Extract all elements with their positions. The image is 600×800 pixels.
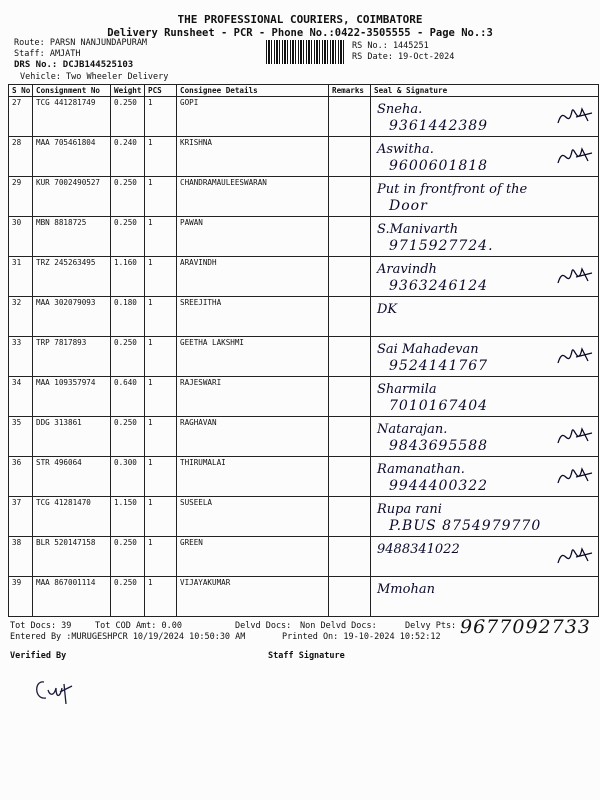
cell-weight: 0.250 <box>111 417 145 457</box>
cell-consignment: DDG 313861 <box>33 417 111 457</box>
cell-remarks <box>329 137 371 177</box>
cell-consignee: SUSEELA <box>177 497 329 537</box>
drs-label: DRS No.: <box>14 60 58 70</box>
verifier-signature-icon <box>30 670 90 704</box>
cell-signature <box>371 217 599 257</box>
handwritten-name: Sharmila <box>377 382 437 397</box>
vehicle: Vehicle: Two Wheeler Delivery <box>20 72 169 82</box>
cell-pcs: 1 <box>145 417 177 457</box>
handwritten-phone: 9843695588 <box>389 438 489 454</box>
handwritten-name: S.Manivarth <box>377 222 459 237</box>
cell-consignment: KUR 7002490527 <box>33 177 111 217</box>
table-row <box>9 217 599 257</box>
cell-weight: 0.250 <box>111 577 145 617</box>
cell-consignment: MBN 8818725 <box>33 217 111 257</box>
cell-consignment: TRP 7817893 <box>33 337 111 377</box>
cell-consignee: GOPI <box>177 97 329 137</box>
handwritten-name: Rupa rani <box>377 502 442 517</box>
company-title: THE PROFESSIONAL COURIERS, COIMBATORE <box>177 13 423 26</box>
table-row <box>9 417 599 457</box>
cell-weight: 1.150 <box>111 497 145 537</box>
barcode <box>266 40 344 64</box>
cell-pcs: 1 <box>145 217 177 257</box>
handwritten-phone: P.BUS 8754979770 <box>389 518 542 534</box>
handwritten-phone: 9363246124 <box>389 278 489 294</box>
cell-sno: 39 <box>9 577 33 617</box>
rs-number: RS No.: 1445251 <box>352 41 429 51</box>
route: Route: PARSN NANJUNDAPURAM <box>14 38 148 48</box>
non-delvd-docs: Non Delvd Docs: <box>300 621 377 631</box>
cell-remarks <box>329 537 371 577</box>
cell-remarks <box>329 497 371 537</box>
tot-cod: Tot COD Amt: 0.00 <box>95 621 182 631</box>
cell-consignee: PAWAN <box>177 217 329 257</box>
drs-number <box>14 60 133 70</box>
staff: Staff: AMJATH <box>14 49 81 59</box>
cell-sno: 32 <box>9 297 33 337</box>
table-row <box>9 377 599 417</box>
cell-sno: 36 <box>9 457 33 497</box>
cell-consignment: MAA 867001114 <box>33 577 111 617</box>
handwritten-name: Mmohan <box>377 582 435 597</box>
cell-remarks <box>329 97 371 137</box>
entered-by: Entered By :MURUGESHPCR 10/19/2024 10:50:30 AM <box>10 632 246 642</box>
cell-consignee: KRISHNA <box>177 137 329 177</box>
cell-weight: 1.160 <box>111 257 145 297</box>
cell-consignment: TCG 441281749 <box>33 97 111 137</box>
tot-docs: Tot Docs: 39 <box>10 621 72 631</box>
cell-signature <box>371 297 599 337</box>
cell-pcs: 1 <box>145 537 177 577</box>
runsheet-table <box>8 84 599 617</box>
cell-signature <box>371 97 599 137</box>
cell-pcs: 1 <box>145 137 177 177</box>
cell-remarks <box>329 257 371 297</box>
cell-signature <box>371 257 599 297</box>
cell-consignee: RAJESWARI <box>177 377 329 417</box>
handwritten-name: Aravindh <box>377 262 437 277</box>
handwritten-phone: 9524141767 <box>389 358 489 374</box>
signature-scribble-icon <box>554 341 594 369</box>
delvy-pts-handwritten: 9677092733 <box>460 616 591 638</box>
cell-remarks <box>329 377 371 417</box>
cell-weight: 0.300 <box>111 457 145 497</box>
signature-scribble-icon <box>554 461 594 489</box>
handwritten-name: Sai Mahadevan <box>377 342 479 357</box>
cell-sno: 34 <box>9 377 33 417</box>
cell-pcs: 1 <box>145 337 177 377</box>
cell-consignment: BLR 520147158 <box>33 537 111 577</box>
printed-on: Printed On: 19-10-2024 10:52:12 <box>282 632 441 642</box>
cell-consignment: STR 496064 <box>33 457 111 497</box>
staff-signature: Staff Signature <box>268 651 345 661</box>
handwritten-name: DK <box>377 302 398 317</box>
cell-sno: 29 <box>9 177 33 217</box>
cell-sno: 28 <box>9 137 33 177</box>
signature-scribble-icon <box>554 261 594 289</box>
signature-scribble-icon <box>554 541 594 569</box>
cell-remarks <box>329 297 371 337</box>
col-pcs: PCS <box>145 85 177 97</box>
cell-signature <box>371 497 599 537</box>
cell-weight: 0.250 <box>111 337 145 377</box>
cell-pcs: 1 <box>145 257 177 297</box>
signature-scribble-icon <box>554 421 594 449</box>
col-remarks: Remarks <box>329 85 371 97</box>
handwritten-name: Natarajan. <box>377 422 448 437</box>
table-row <box>9 457 599 497</box>
cell-pcs: 1 <box>145 177 177 217</box>
table-row <box>9 177 599 217</box>
cell-consignee: CHANDRAMAULEESWARAN <box>177 177 329 217</box>
cell-sno: 37 <box>9 497 33 537</box>
col-consignment: Consignment No <box>33 85 111 97</box>
cell-consignment: TRZ 245263495 <box>33 257 111 297</box>
cell-signature <box>371 537 599 577</box>
cell-signature <box>371 177 599 217</box>
cell-signature <box>371 577 599 617</box>
cell-sno: 38 <box>9 537 33 577</box>
cell-remarks <box>329 177 371 217</box>
cell-consignee: SREEJITHA <box>177 297 329 337</box>
handwritten-name: Sneha. <box>377 102 423 117</box>
cell-consignment: MAA 109357974 <box>33 377 111 417</box>
cell-weight: 0.250 <box>111 537 145 577</box>
cell-remarks <box>329 457 371 497</box>
table-header-row <box>9 85 599 97</box>
cell-consignment: TCG 41281470 <box>33 497 111 537</box>
delvd-docs: Delvd Docs: <box>235 621 292 631</box>
table-row <box>9 497 599 537</box>
table-row <box>9 97 599 137</box>
cell-sno: 31 <box>9 257 33 297</box>
handwritten-name: Ramanathan. <box>377 462 465 477</box>
cell-signature <box>371 457 599 497</box>
table-row <box>9 297 599 337</box>
runsheet-subtitle: Delivery Runsheet - PCR - Phone No.:0422-3505555 - Page No.:3 <box>107 27 493 39</box>
cell-weight: 0.640 <box>111 377 145 417</box>
handwritten-phone: 9944400322 <box>389 478 489 494</box>
cell-pcs: 1 <box>145 377 177 417</box>
cell-remarks <box>329 417 371 457</box>
cell-sno: 33 <box>9 337 33 377</box>
cell-sno: 35 <box>9 417 33 457</box>
cell-sno: 30 <box>9 217 33 257</box>
cell-signature <box>371 337 599 377</box>
handwritten-phone: 9715927724. <box>389 238 494 254</box>
cell-consignment: MAA 705461804 <box>33 137 111 177</box>
cell-consignee: RAGHAVAN <box>177 417 329 457</box>
cell-weight: 0.180 <box>111 297 145 337</box>
col-signature: Seal & Signature <box>371 85 599 97</box>
table-row <box>9 337 599 377</box>
signature-scribble-icon <box>554 101 594 129</box>
col-sno: S No <box>9 85 33 97</box>
cell-consignee: ARAVINDH <box>177 257 329 297</box>
table-row <box>9 537 599 577</box>
cell-signature <box>371 417 599 457</box>
col-consignee: Consignee Details <box>177 85 329 97</box>
cell-remarks <box>329 577 371 617</box>
cell-consignee: GEETHA LAKSHMI <box>177 337 329 377</box>
cell-pcs: 1 <box>145 97 177 137</box>
table-row <box>9 137 599 177</box>
cell-consignee: THIRUMALAI <box>177 457 329 497</box>
delvy-pts: Delvy Pts: <box>405 621 457 631</box>
cell-signature <box>371 137 599 177</box>
drs-value: DCJB144525103 <box>62 60 134 70</box>
cell-consignee: VIJAYAKUMAR <box>177 577 329 617</box>
cell-pcs: 1 <box>145 457 177 497</box>
handwritten-phone: 7010167404 <box>389 398 489 414</box>
cell-weight: 0.250 <box>111 97 145 137</box>
cell-pcs: 1 <box>145 497 177 537</box>
table-row <box>9 257 599 297</box>
verified-by: Verified By <box>10 651 67 661</box>
cell-remarks <box>329 337 371 377</box>
cell-remarks <box>329 217 371 257</box>
handwritten-phone: 9361442389 <box>389 118 489 134</box>
rs-date: RS Date: 19-Oct-2024 <box>352 52 455 62</box>
handwritten-phone: Door <box>389 198 428 214</box>
cell-signature <box>371 377 599 417</box>
handwritten-name: Aswitha. <box>377 142 434 157</box>
col-weight: Weight <box>111 85 145 97</box>
cell-pcs: 1 <box>145 577 177 617</box>
cell-weight: 0.240 <box>111 137 145 177</box>
handwritten-name: Put in frontfront of the <box>377 182 528 197</box>
handwritten-name: 9488341022 <box>377 542 460 557</box>
cell-weight: 0.250 <box>111 177 145 217</box>
cell-consignment: MAA 302079093 <box>33 297 111 337</box>
table-row <box>9 577 599 617</box>
cell-weight: 0.250 <box>111 217 145 257</box>
cell-sno: 27 <box>9 97 33 137</box>
cell-consignee: GREEN <box>177 537 329 577</box>
signature-scribble-icon <box>554 141 594 169</box>
handwritten-phone: 9600601818 <box>389 158 489 174</box>
cell-pcs: 1 <box>145 297 177 337</box>
